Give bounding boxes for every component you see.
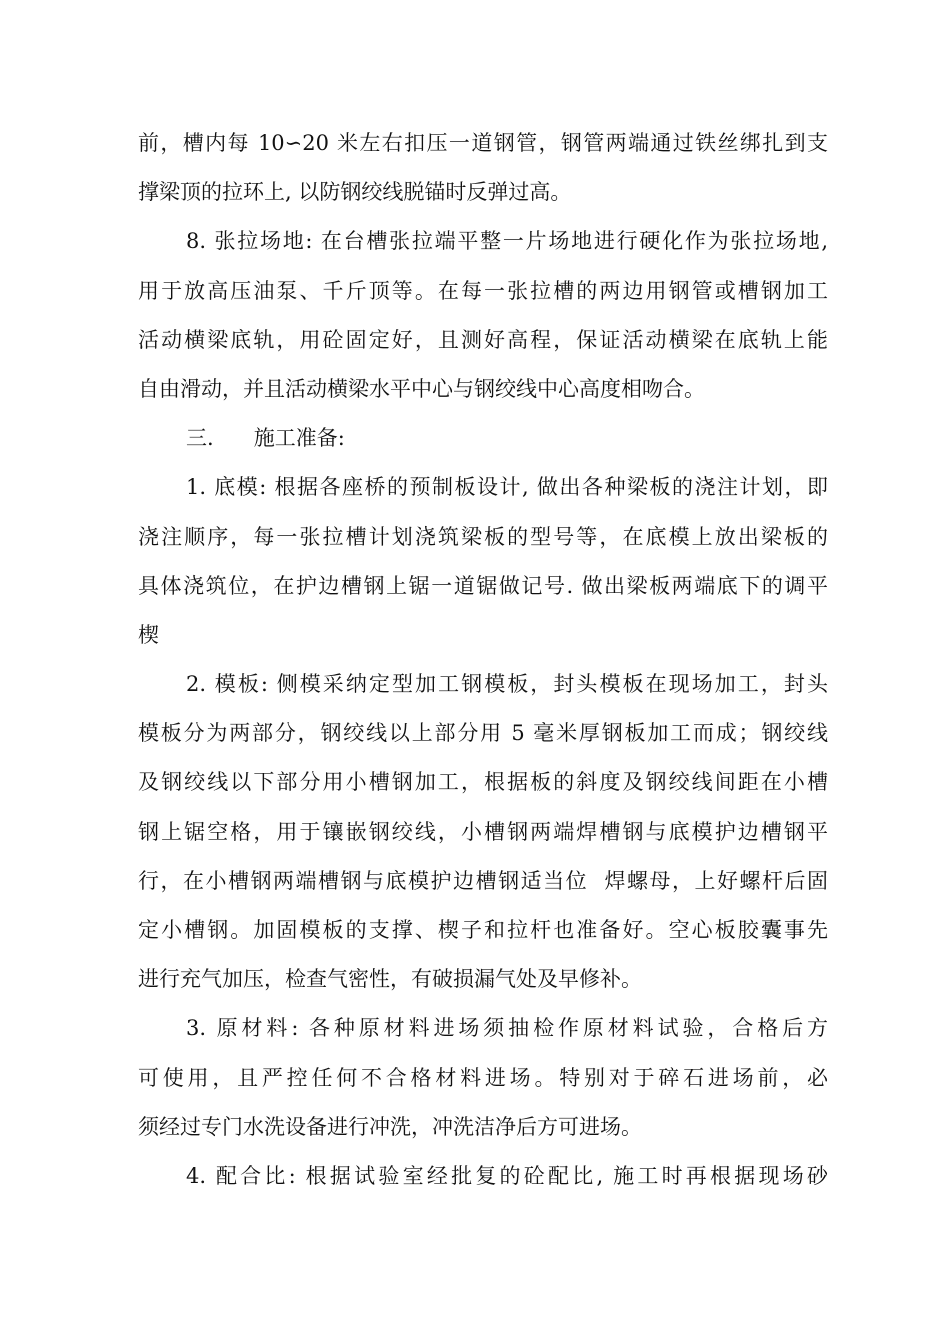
text-line: 进行充气加压，检查气密性，有破损漏气处及早修补。 [138, 967, 642, 992]
text-line: 自由滑动，并且活动横梁水平中心与钢绞线中心高度相吻合。 [138, 376, 705, 401]
text-line: 及钢绞线以下部分用小槽钢加工，根据板的斜度及钢绞线间距在小槽 [138, 770, 828, 795]
text-line: 模板分为两部分，钢绞线以上部分用 5 毫米厚钢板加工而成；钢绞线 [138, 721, 828, 746]
text-line: 前，槽内每 10∽20 米左右扣压一道钢管，钢管两端通过铁丝绑扎到支 [138, 131, 828, 155]
body-text [138, 119, 828, 1201]
text-line: 活动横梁底轨，用砼固定好，且测好高程，保证活动横梁在底轨上能 [138, 327, 828, 352]
text-line: 3. 原材料: 各种原材料进场须抽检作原材料试验，合格后方 [186, 1016, 828, 1041]
text-line: 用于放高压油泵、千斤顶等。在每一张拉槽的两边用钢管或槽钢加工 [138, 278, 828, 303]
text-line: 撑梁顶的拉环上, 以防钢绞线脱锚时反弹过高。 [138, 180, 572, 205]
text-line: 1. 底模: 根据各座桥的预制板设计, 做出各种梁板的浇注计划，即 [186, 475, 828, 500]
text-line: 须经过专门水洗设备进行冲洗，冲洗洁净后方可进场。 [138, 1114, 642, 1139]
text-line: 具体浇筑位，在护边槽钢上锯一道锯做记号. 做出梁板两端底下的调平 [138, 573, 828, 598]
text-line: 4. 配合比: 根据试验室经批复的砼配比, 施工时再根据现场砂 [186, 1163, 828, 1188]
text-line: 8. 张拉场地: 在台槽张拉端平整一片场地进行硬化作为张拉场地, [186, 229, 828, 254]
text-line: 2. 模板: 侧模采纳定型加工钢模板，封头模板在现场加工，封头 [186, 672, 828, 697]
text-line: 行，在小槽钢两端槽钢与底模护边槽钢适当位 焊螺母，上好螺杆后固 [138, 868, 828, 893]
text-line: 定小槽钢。加固模板的支撑、楔子和拉杆也准备好。空心板胶囊事先 [138, 918, 828, 942]
text-line: 浇注顺序，每一张拉槽计划浇筑梁板的型号等，在底模上放出梁板的 [138, 524, 828, 549]
text-line: 楔 [138, 622, 159, 647]
section-heading: 三. 施工准备: [186, 426, 345, 451]
text-line: 钢上锯空格，用于镶嵌钢绞线，小槽钢两端焊槽钢与底模护边槽钢平 [138, 819, 828, 844]
text-line: 可使用，且严控任何不合格材料进场。特别对于碎石进场前，必 [138, 1065, 828, 1090]
